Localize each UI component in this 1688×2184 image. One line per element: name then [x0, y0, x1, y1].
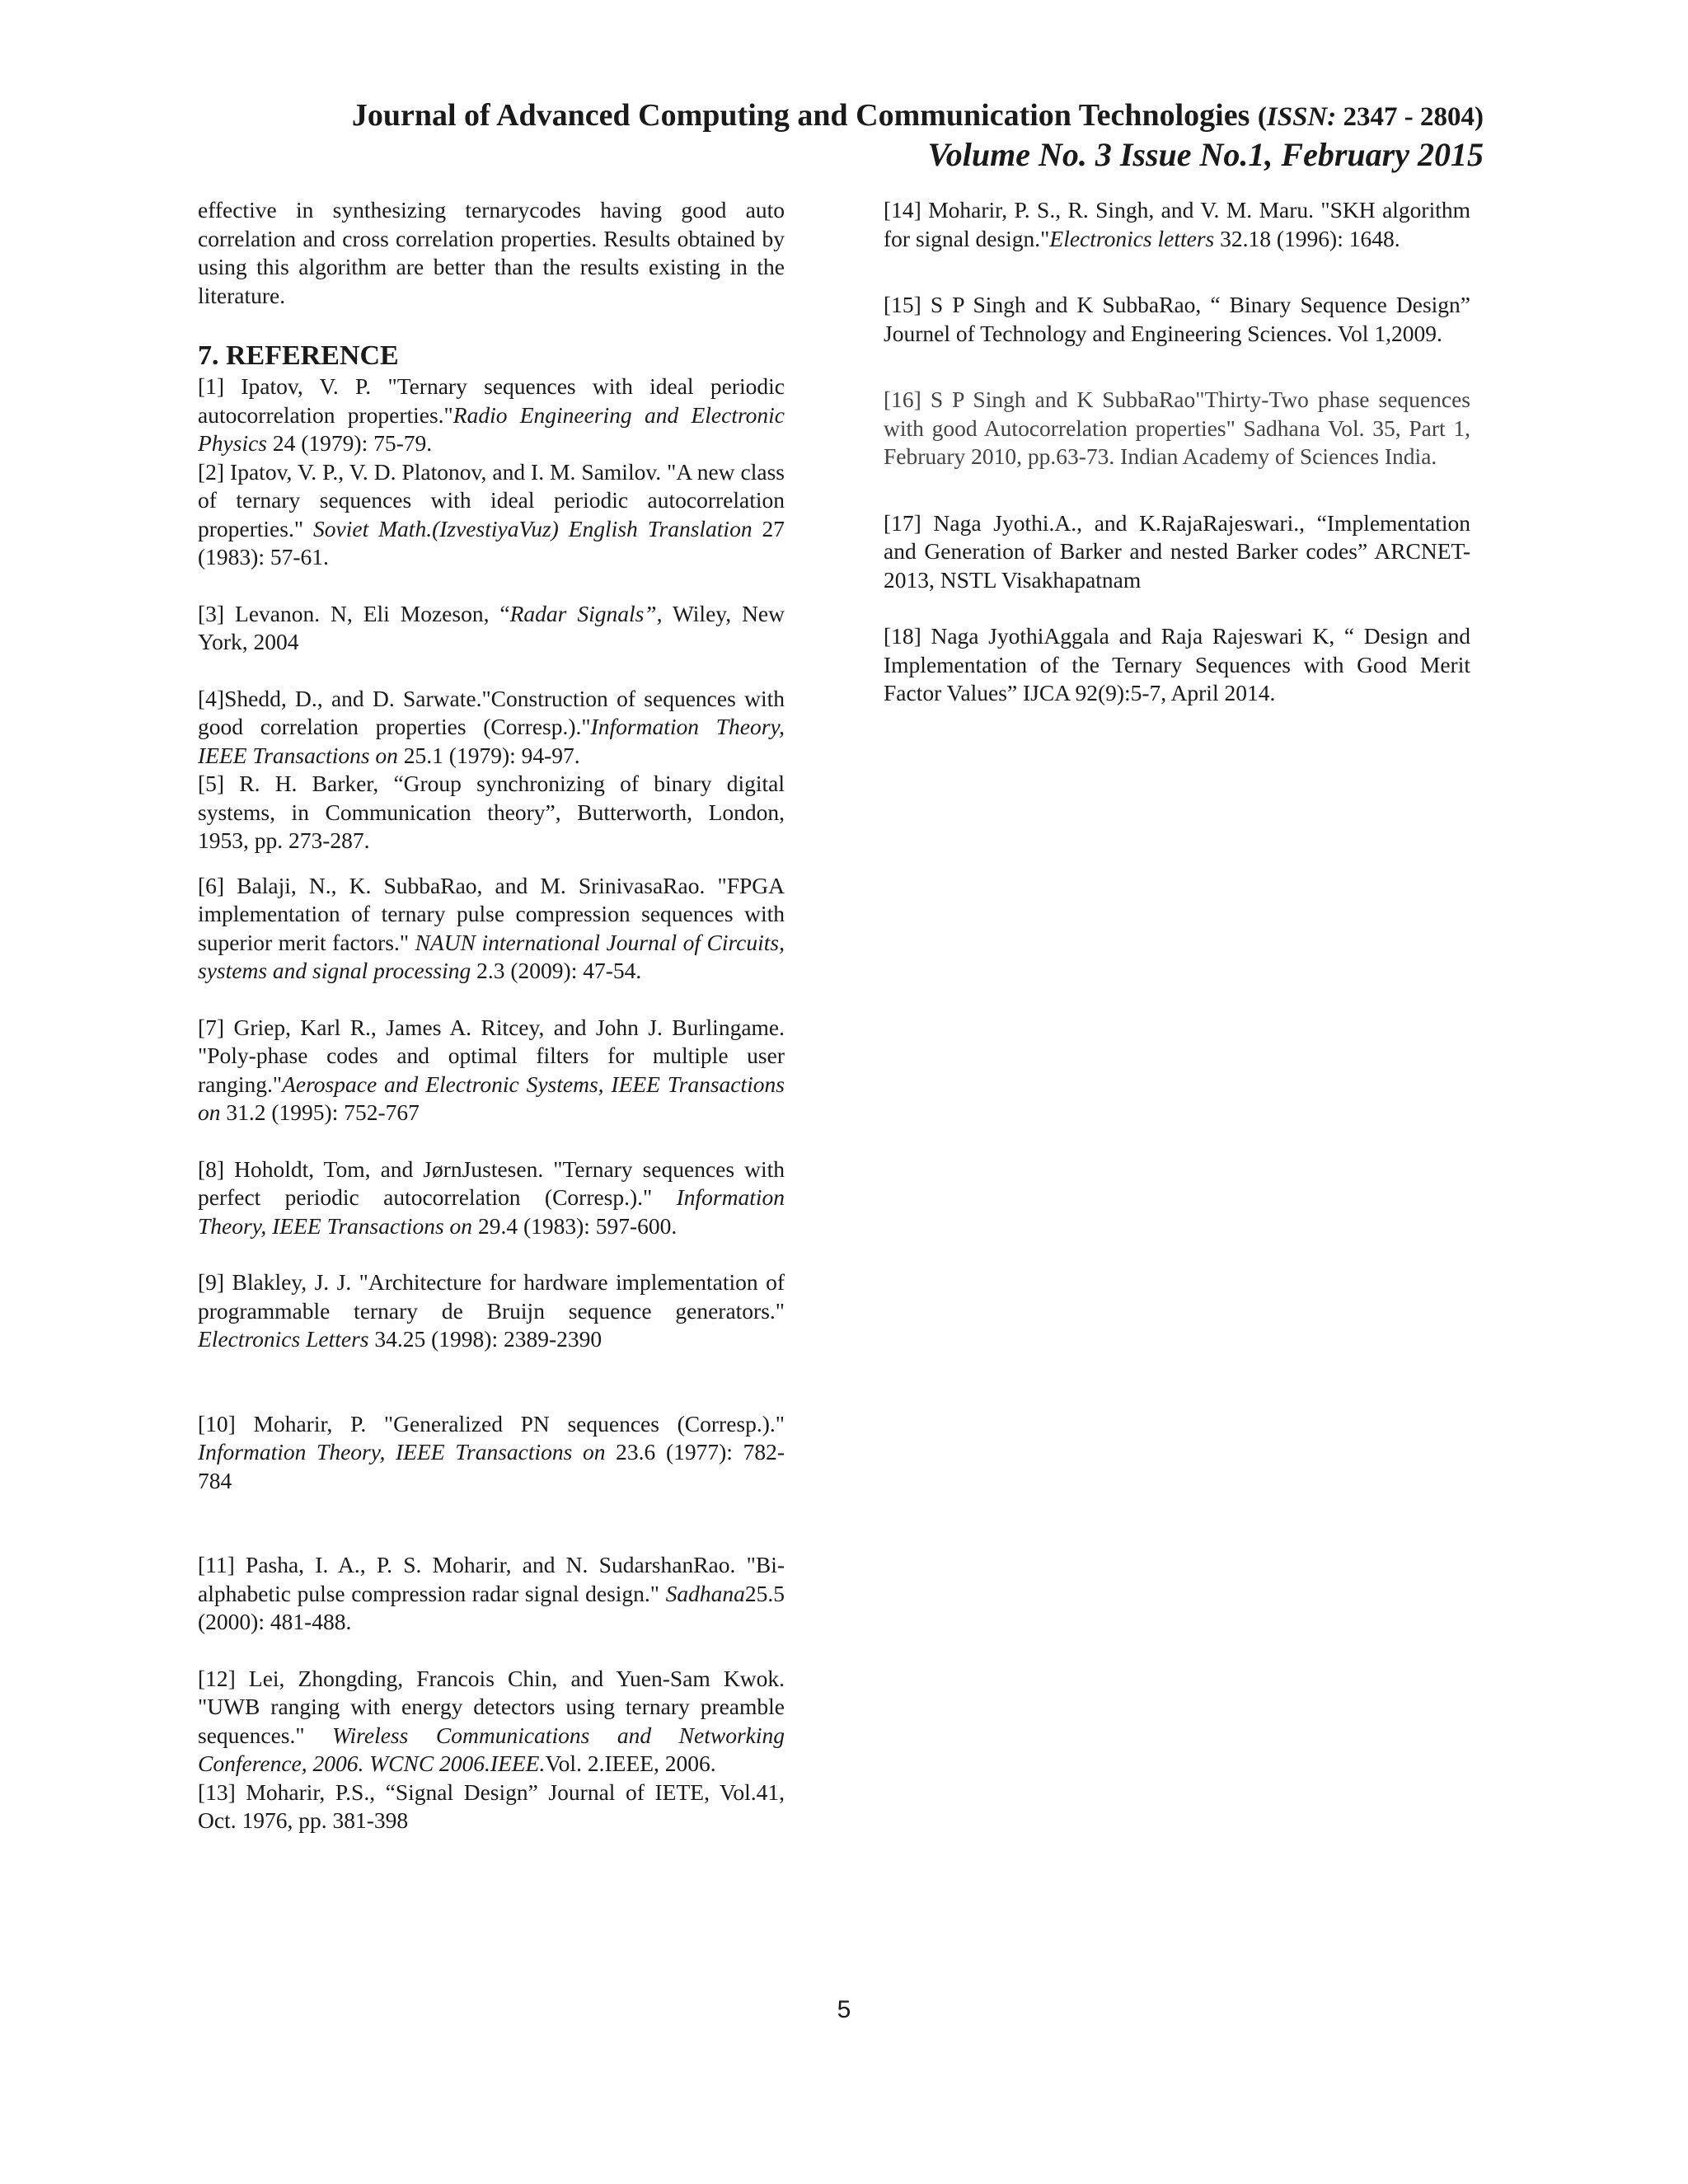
ref-text: [2] Ipatov, V. P., V. D. Platonov, and I. M. Samilov. "A new class of ternary sequences with ideal periodic autocorrelation properties."	[198, 458, 785, 541]
ref-text: [8] Hoholdt, Tom, and JørnJustesen. "Ternary sequences with perfect periodic autocorrelation (Corresp.)."	[198, 1155, 785, 1210]
ref-text: [1] Ipatov, V. P. "Ternary sequences with ideal periodic autocorrelation properties."	[198, 373, 785, 428]
ref-journal: Electronics Letters	[198, 1326, 369, 1352]
intro-paragraph: effective in synthesizing ternarycodes having good auto correlation and cross correlation properties. Results obtained by using this algorithm are better than the results existing in the literature.	[198, 197, 785, 308]
ref-details: Wiley, New York, 2004	[198, 600, 785, 654]
ref-journal: Radio Engineering and Electronic Physics	[198, 401, 785, 456]
ref-details: 29.4 (1983): 597-600.	[472, 1212, 678, 1239]
ref-journal: Electronics letters	[1049, 225, 1215, 251]
reference-8	[198, 1155, 785, 1241]
journal-title	[352, 97, 1484, 134]
left-column	[198, 196, 785, 1835]
ref-details: 27 (1983): 57-61.	[198, 515, 785, 569]
volume-issue: Volume No. 3 Issue No.1, February 2015	[927, 136, 1484, 173]
reference-1	[198, 373, 785, 458]
ref-details: 34.25 (1998): 2389-2390	[368, 1326, 603, 1352]
reference-7	[198, 1014, 785, 1127]
reference-14	[884, 196, 1470, 253]
ref-details: 25.1 (1979): 94-97.	[397, 742, 580, 768]
reference-11	[198, 1551, 785, 1637]
ref-text: [6] Balaji, N., K. SubbaRao, and M. SrinivasaRao. "FPGA implementation of ternary pulse compression sequences with superior merit factors."	[198, 872, 785, 955]
ref-journal: Soviet Math.(IzvestiyaVuz) English Translation	[313, 515, 753, 541]
reference-17: [17] Naga Jyothi.A., and K.RajaRajeswari., “Implementation and Generation of Barker and nested Barker codes” ARCNET-2013, NSTL Visakhapatnam	[884, 509, 1470, 593]
page-number: 5	[837, 1996, 851, 2023]
reference-10	[198, 1410, 785, 1496]
ref-journal: Aerospace and Electronic Systems, IEEE Transactions on	[198, 1071, 785, 1125]
ref-text: [14] Moharir, P. S., R. Singh, and V. M. Maru. "SKH algorithm for signal design."	[884, 197, 1470, 251]
right-column	[884, 196, 1470, 708]
reference-6	[198, 872, 785, 986]
ref-details: 31.2 (1995): 752-767	[220, 1099, 420, 1125]
reference-9	[198, 1268, 785, 1354]
reference-16: [16] S P Singh and K SubbaRao"Thirty-Two phase sequences with good Autocorrelation properties" Sadhana Vol. 35, Part 1, February 2010, pp.63-73. Indian Academy of Sciences India.	[884, 387, 1470, 469]
spacer	[198, 310, 785, 340]
ref-journal: Wireless Communications and Networking Conference, 2006. WCNC 2006.IEEE.	[198, 1722, 785, 1776]
journal-name: Journal of Advanced Computing and Communication Technologies	[351, 98, 1258, 133]
ref-text: [11] Pasha, I. A., P. S. Moharir, and N. SudarshanRao. "Bi-alphabetic pulse compression radar signal design."	[198, 1552, 785, 1606]
ref-details: 32.18 (1996): 1648.	[1214, 225, 1400, 251]
reference-13: [13] Moharir, P.S., “Signal Design” Journal of IETE, Vol.41, Oct. 1976, pp. 381-398	[198, 1779, 785, 1833]
ref-text: [10] Moharir, P. "Generalized PN sequences (Corresp.)."	[198, 1410, 785, 1436]
reference-5: [5] R. H. Barker, “Group synchronizing of binary digital systems, in Communication theory”, Butterworth, London, 1953, pp. 273-287.	[198, 771, 785, 853]
issn-value: 2347 - 2804	[1336, 102, 1475, 132]
reference-18: [18] Naga JyothiAggala and Raja Rajeswari K, “ Design and Implementation of the Ternary Sequences with Good Merit Factor Values” IJCA 92(9):5-7, April 2014.	[884, 623, 1470, 705]
reference-3	[198, 600, 785, 657]
ref-journal: Information Theory, IEEE Transactions on	[198, 1184, 785, 1239]
ref-details: 25.5 (2000): 481-488.	[198, 1580, 785, 1634]
ref-journal: Sadhana	[665, 1580, 745, 1606]
ref-journal: NAUN international Journal of Circuits, systems and signal processing	[198, 929, 785, 983]
reference-12	[198, 1665, 785, 1779]
ref-text: [4]Shedd, D., and D. Sarwate."Construction of sequences with good correlation properties (Corresp.)."	[198, 685, 785, 739]
ref-text: [3] Levanon. N, Eli Mozeson, “	[198, 600, 510, 626]
ref-journal: Information Theory, IEEE Transactions on	[198, 714, 785, 768]
issn-label: ISSN:	[1266, 102, 1337, 132]
ref-text: [9] Blakley, J. J. "Architecture for hardware implementation of programmable ternary de Bruijn sequence generators."	[198, 1269, 785, 1324]
ref-details: 23.6 (1977): 782-784	[198, 1439, 785, 1493]
ref-text: [12] Lei, Zhongding, Francois Chin, and Yuen-Sam Kwok. "UWB ranging with energy detectors using ternary preamble sequences."	[198, 1665, 785, 1748]
ref-details: 24 (1979): 75-79.	[267, 430, 433, 456]
ref-journal: Radar Signals”,	[509, 600, 663, 626]
ref-journal: Information Theory, IEEE Transactions on	[198, 1439, 606, 1465]
ref-details: 2.3 (2009): 47-54.	[471, 958, 642, 983]
ref-text: [7] Griep, Karl R., James A. Ritcey, and John J. Burlingame. "Poly-phase codes and optimal filters for multiple user ranging."	[198, 1014, 785, 1097]
reference-2	[198, 458, 785, 572]
ref-details: Vol. 2.IEEE, 2006.	[545, 1750, 716, 1776]
issn: (ISSN: 2347 - 2804)	[1257, 102, 1484, 132]
section-heading: 7. REFERENCE	[198, 340, 399, 371]
reference-4	[198, 685, 785, 771]
reference-15: [15] S P Singh and K SubbaRao, “ Binary Sequence Design” Journel of Technology and Engineering Sciences. Vol 1,2009.	[884, 292, 1470, 346]
